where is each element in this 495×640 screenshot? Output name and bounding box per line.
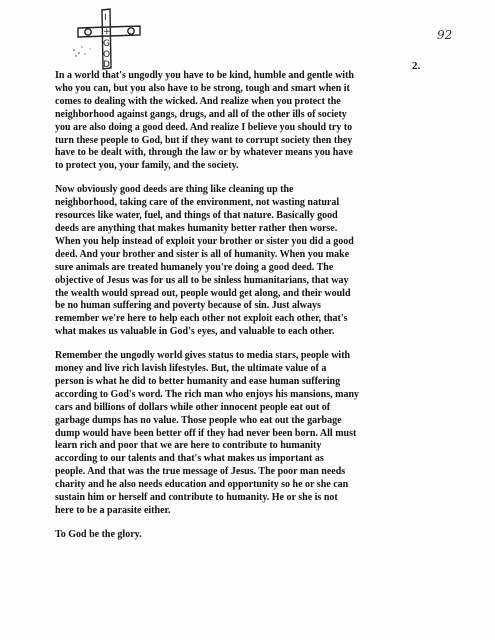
cross-letter-i: I xyxy=(104,13,107,23)
paragraph xyxy=(55,350,460,518)
text-line: who you can, but you also have to be strong, tough and smart when it xyxy=(55,82,350,94)
text-line: here to be a parasite either. xyxy=(55,505,171,516)
text-line: garbage dumps has no value. Those people who eat out the garbage xyxy=(55,414,342,426)
cross-letter-plus: + xyxy=(103,27,111,37)
text-line: according to our talents and that's what makes us important as xyxy=(55,453,324,465)
text-line: remember we're here to help each other not exploit each other, that's xyxy=(55,313,348,325)
text-line: When you help instead of exploit your brother or sister you did a good xyxy=(55,235,354,247)
text-line: be no human suffering and poverty because of sin. Just always xyxy=(55,300,321,312)
text-line: person is what he did to better humanity and ease human suffering xyxy=(55,375,341,387)
text-line: neighborhood against gangs, drugs, and all of the other ills of society xyxy=(55,108,347,120)
text-line: Remember the ungodly world gives status to media stars, people with xyxy=(55,350,351,362)
text-line: neighborhood, taking care of the environment, not wasting natural xyxy=(55,197,340,209)
handwritten-page-number: 92 xyxy=(437,28,453,42)
cross-letter-o: O xyxy=(103,50,111,60)
hand-drawn-cross-icon xyxy=(60,6,170,76)
text-line: In a world that's ungodly you have to be kind, humble and gentle with xyxy=(55,70,354,81)
text-line: dump would have been better off if they had never been born. All must xyxy=(55,427,357,439)
text-line: comes to dealing with the wicked. And realize when you protect the xyxy=(55,95,341,107)
text-line: to protect you, your family, and the society. xyxy=(55,160,239,172)
cross-letter-d: D xyxy=(103,60,110,70)
document-body xyxy=(55,70,460,553)
paragraph xyxy=(55,70,460,173)
text-line: cars and billions of dollars while other innocent people eat out of xyxy=(55,401,331,413)
text-line: according to God's word. The rich man who enjoys his mansions, many xyxy=(55,388,360,400)
text-line: you are also doing a good deed. And realize I believe you should try to xyxy=(55,121,353,133)
text-line: people. And that was the true message of Jesus. The poor man needs xyxy=(55,466,346,478)
text-line: Now obviously good deeds are thing like cleaning up the xyxy=(55,184,294,196)
text-line: sure animals are treated humanely you're doing a good deed. The xyxy=(55,261,334,273)
text-line: resources like water, fuel, and things of that nature. Basically good xyxy=(55,210,338,222)
closing-line: To God be the glory. xyxy=(55,528,142,540)
text-line: deeds are anything that makes humanity better rather then worse. xyxy=(55,222,338,234)
text-line: what makes us valuable in God's eyes, and valuable to each other. xyxy=(55,326,335,338)
text-line: objective of Jesus was for us all to be sinless humanitarians, that way xyxy=(55,274,349,286)
cross-letter-g: G xyxy=(103,39,110,49)
typed-page-number: 2. xyxy=(412,60,421,72)
text-line: the wealth would spread out, people would get along, and their would xyxy=(55,287,351,299)
paragraph xyxy=(55,184,460,339)
text-line: money and live rich lavish lifestyles. But, the ultimate value of a xyxy=(55,363,327,375)
text-line: sustain him or herself and contribute to humanity. He or she is not xyxy=(55,492,338,504)
paragraph xyxy=(55,529,460,542)
text-line: have to be dealt with, through the law or by whatever means you have xyxy=(55,147,353,159)
text-line: turn these people to God, but if they want to corrupt society then they xyxy=(55,134,353,146)
text-line: deed. And your brother and sister is all of humanity. When you make xyxy=(55,248,350,260)
text-line: charity and he also needs education and opportunity so he or she can xyxy=(55,479,349,491)
text-line: learn rich and poor that we are here to contribute to humanity xyxy=(55,440,322,452)
